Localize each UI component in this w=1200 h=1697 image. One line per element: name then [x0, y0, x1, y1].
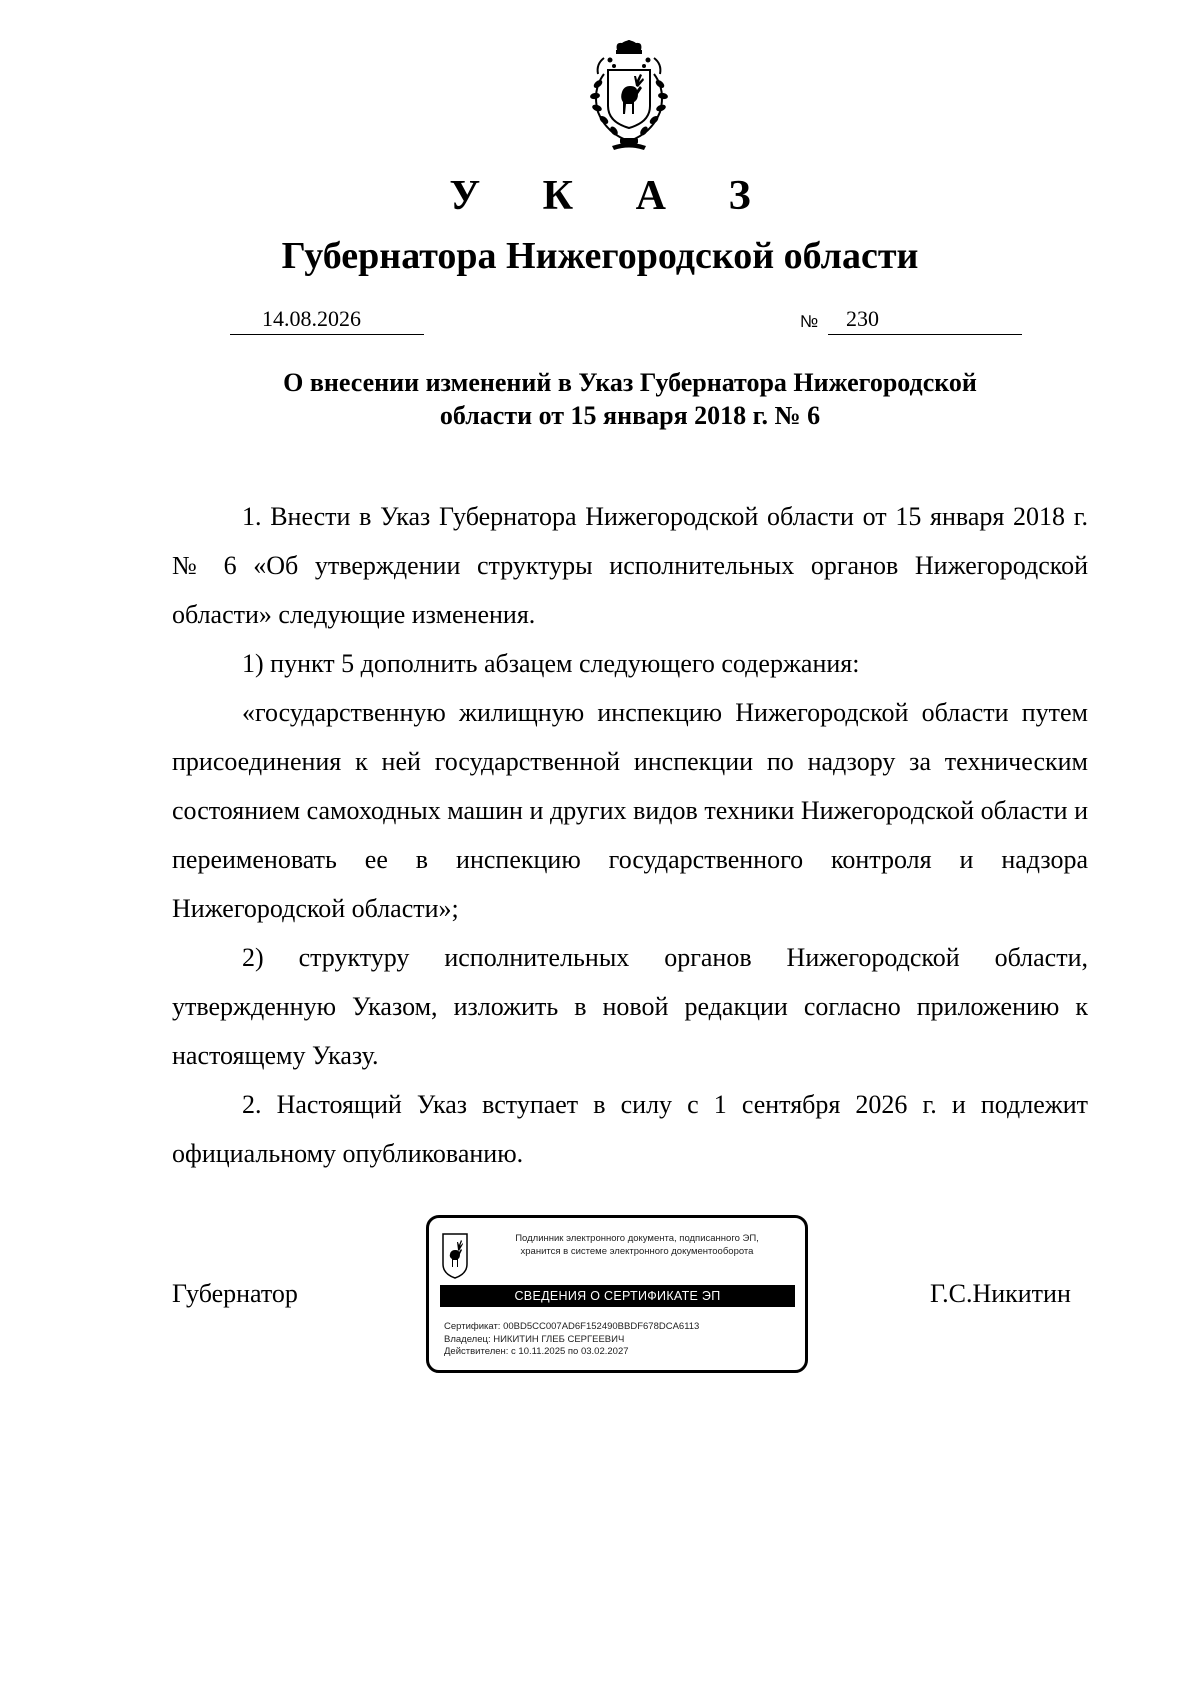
body-paragraph: 2) структуру исполнительных органов Нижегородской области, утвержденную Указом, изложить в новой редакции согласно приложению к настоящему Указу. [172, 943, 1088, 1070]
decree-body [172, 492, 1088, 1178]
deer-emblem-icon [441, 1232, 469, 1280]
stamp-note [477, 1232, 797, 1258]
certificate-owner: Владелец: НИКИТИН ГЛЕБ СЕРГЕЕВИЧ [444, 1333, 625, 1345]
certificate-validity: Действителен: с 10.11.2025 по 03.02.2027 [444, 1346, 629, 1357]
decree-number-field [828, 306, 1022, 335]
decree-date-field [230, 306, 424, 335]
signer-name: Г.С.Никитин [930, 1279, 1071, 1308]
nizhny-novgorod-coat-of-arms-icon [574, 40, 684, 152]
issuing-authority: Губернатора Нижегородской области [281, 235, 919, 277]
e-signature-stamp [426, 1215, 808, 1373]
subject-line: О внесении изменений в Указ Губернатора Нижегородской [283, 368, 977, 397]
certificate-banner: СВЕДЕНИЯ О СЕРТИФИКАТЕ ЭП [440, 1285, 795, 1307]
signer-title: Губернатор [172, 1279, 298, 1308]
certificate-id: Сертификат: 00BD5CC007AD6F152490BBDF678DCA6113 [444, 1321, 700, 1332]
stamp-note-line: Подлинник электронного документа, подписанного ЭП, [515, 1233, 759, 1244]
body-paragraph: 1) пункт 5 дополнить абзацем следующего содержания: [242, 649, 860, 678]
stamp-note-line: хранится в системе электронного документооборота [520, 1246, 754, 1257]
body-paragraph: 1. Внести в Указ Губернатора Нижегородской области от 15 января 2018 г. № 6 «Об утверждении структуры исполнительных органов Нижегородской области» следующие изменения. [172, 502, 1088, 629]
body-paragraph: 2. Настоящий Указ вступает в силу с 1 сентября 2026 г. и подлежит официальному опубликованию. [172, 1090, 1088, 1168]
subject-line: области от 15 января 2018 г. № 6 [439, 401, 821, 430]
decree-title: У К А З [449, 173, 777, 219]
certificate-details [444, 1321, 699, 1359]
body-paragraph: «государственную жилищную инспекцию Нижегородской области путем присоединения к ней государственной инспекции по надзору за техническим состоянием самоходных машин и других видов техники Нижегородской области и переименовать ее в инспекцию государственного контроля и надзора Нижегородской области»; [172, 698, 1088, 923]
decree-date: 14.08.2026 [262, 306, 361, 331]
decree-number: 230 [846, 306, 879, 331]
number-sign: № [800, 312, 819, 331]
decree-subject [200, 366, 1060, 432]
